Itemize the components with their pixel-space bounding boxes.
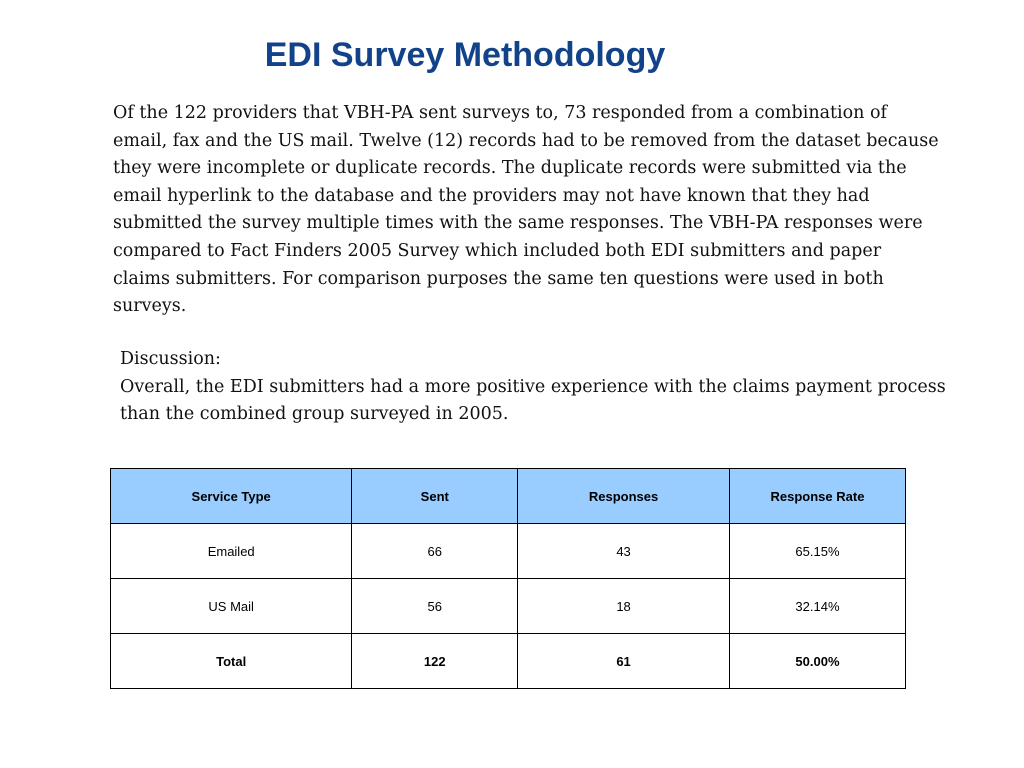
discussion-section bbox=[120, 346, 950, 429]
cell-sent: 56 bbox=[352, 579, 518, 634]
total-label: Total bbox=[111, 634, 352, 689]
header-responses: Responses bbox=[518, 469, 730, 524]
cell-response-rate: 32.14% bbox=[729, 579, 905, 634]
header-response-rate: Response Rate bbox=[729, 469, 905, 524]
table-row bbox=[111, 524, 906, 579]
slide-title: EDI Survey Methodology bbox=[264, 36, 666, 74]
header-sent: Sent bbox=[352, 469, 518, 524]
table-total-row bbox=[111, 634, 906, 689]
header-service-type: Service Type bbox=[111, 469, 352, 524]
cell-service-type: Emailed bbox=[111, 524, 352, 579]
cell-response-rate: 65.15% bbox=[729, 524, 905, 579]
table-header-row bbox=[111, 469, 906, 524]
cell-responses: 43 bbox=[518, 524, 730, 579]
cell-sent: 66 bbox=[352, 524, 518, 579]
intro-paragraph: Of the 122 providers that VBH-PA sent surveys to, 73 responded from a combination of email, fax and the US mail. Twelve (12) records had to be removed from the dataset because they were incomplete or duplicate records. The duplicate records were submitted via the email hyperlink to the database and the providers may not have known that they had submitted the survey multiple times with the same responses. The VBH-PA responses were compared to Fact Finders 2005 Survey which included both EDI submitters and paper claims submitters. For comparison purposes the same ten questions were used in both surveys. bbox=[113, 103, 939, 317]
survey-results-table bbox=[110, 468, 906, 689]
total-responses: 61 bbox=[518, 634, 730, 689]
discussion-body: Overall, the EDI submitters had a more positive experience with the claims payment process than the combined group surveyed in 2005. bbox=[120, 376, 946, 425]
total-response-rate: 50.00% bbox=[729, 634, 905, 689]
cell-responses: 18 bbox=[518, 579, 730, 634]
cell-service-type: US Mail bbox=[111, 579, 352, 634]
discussion-heading: Discussion: bbox=[120, 349, 221, 369]
total-sent: 122 bbox=[352, 634, 518, 689]
table-row bbox=[111, 579, 906, 634]
